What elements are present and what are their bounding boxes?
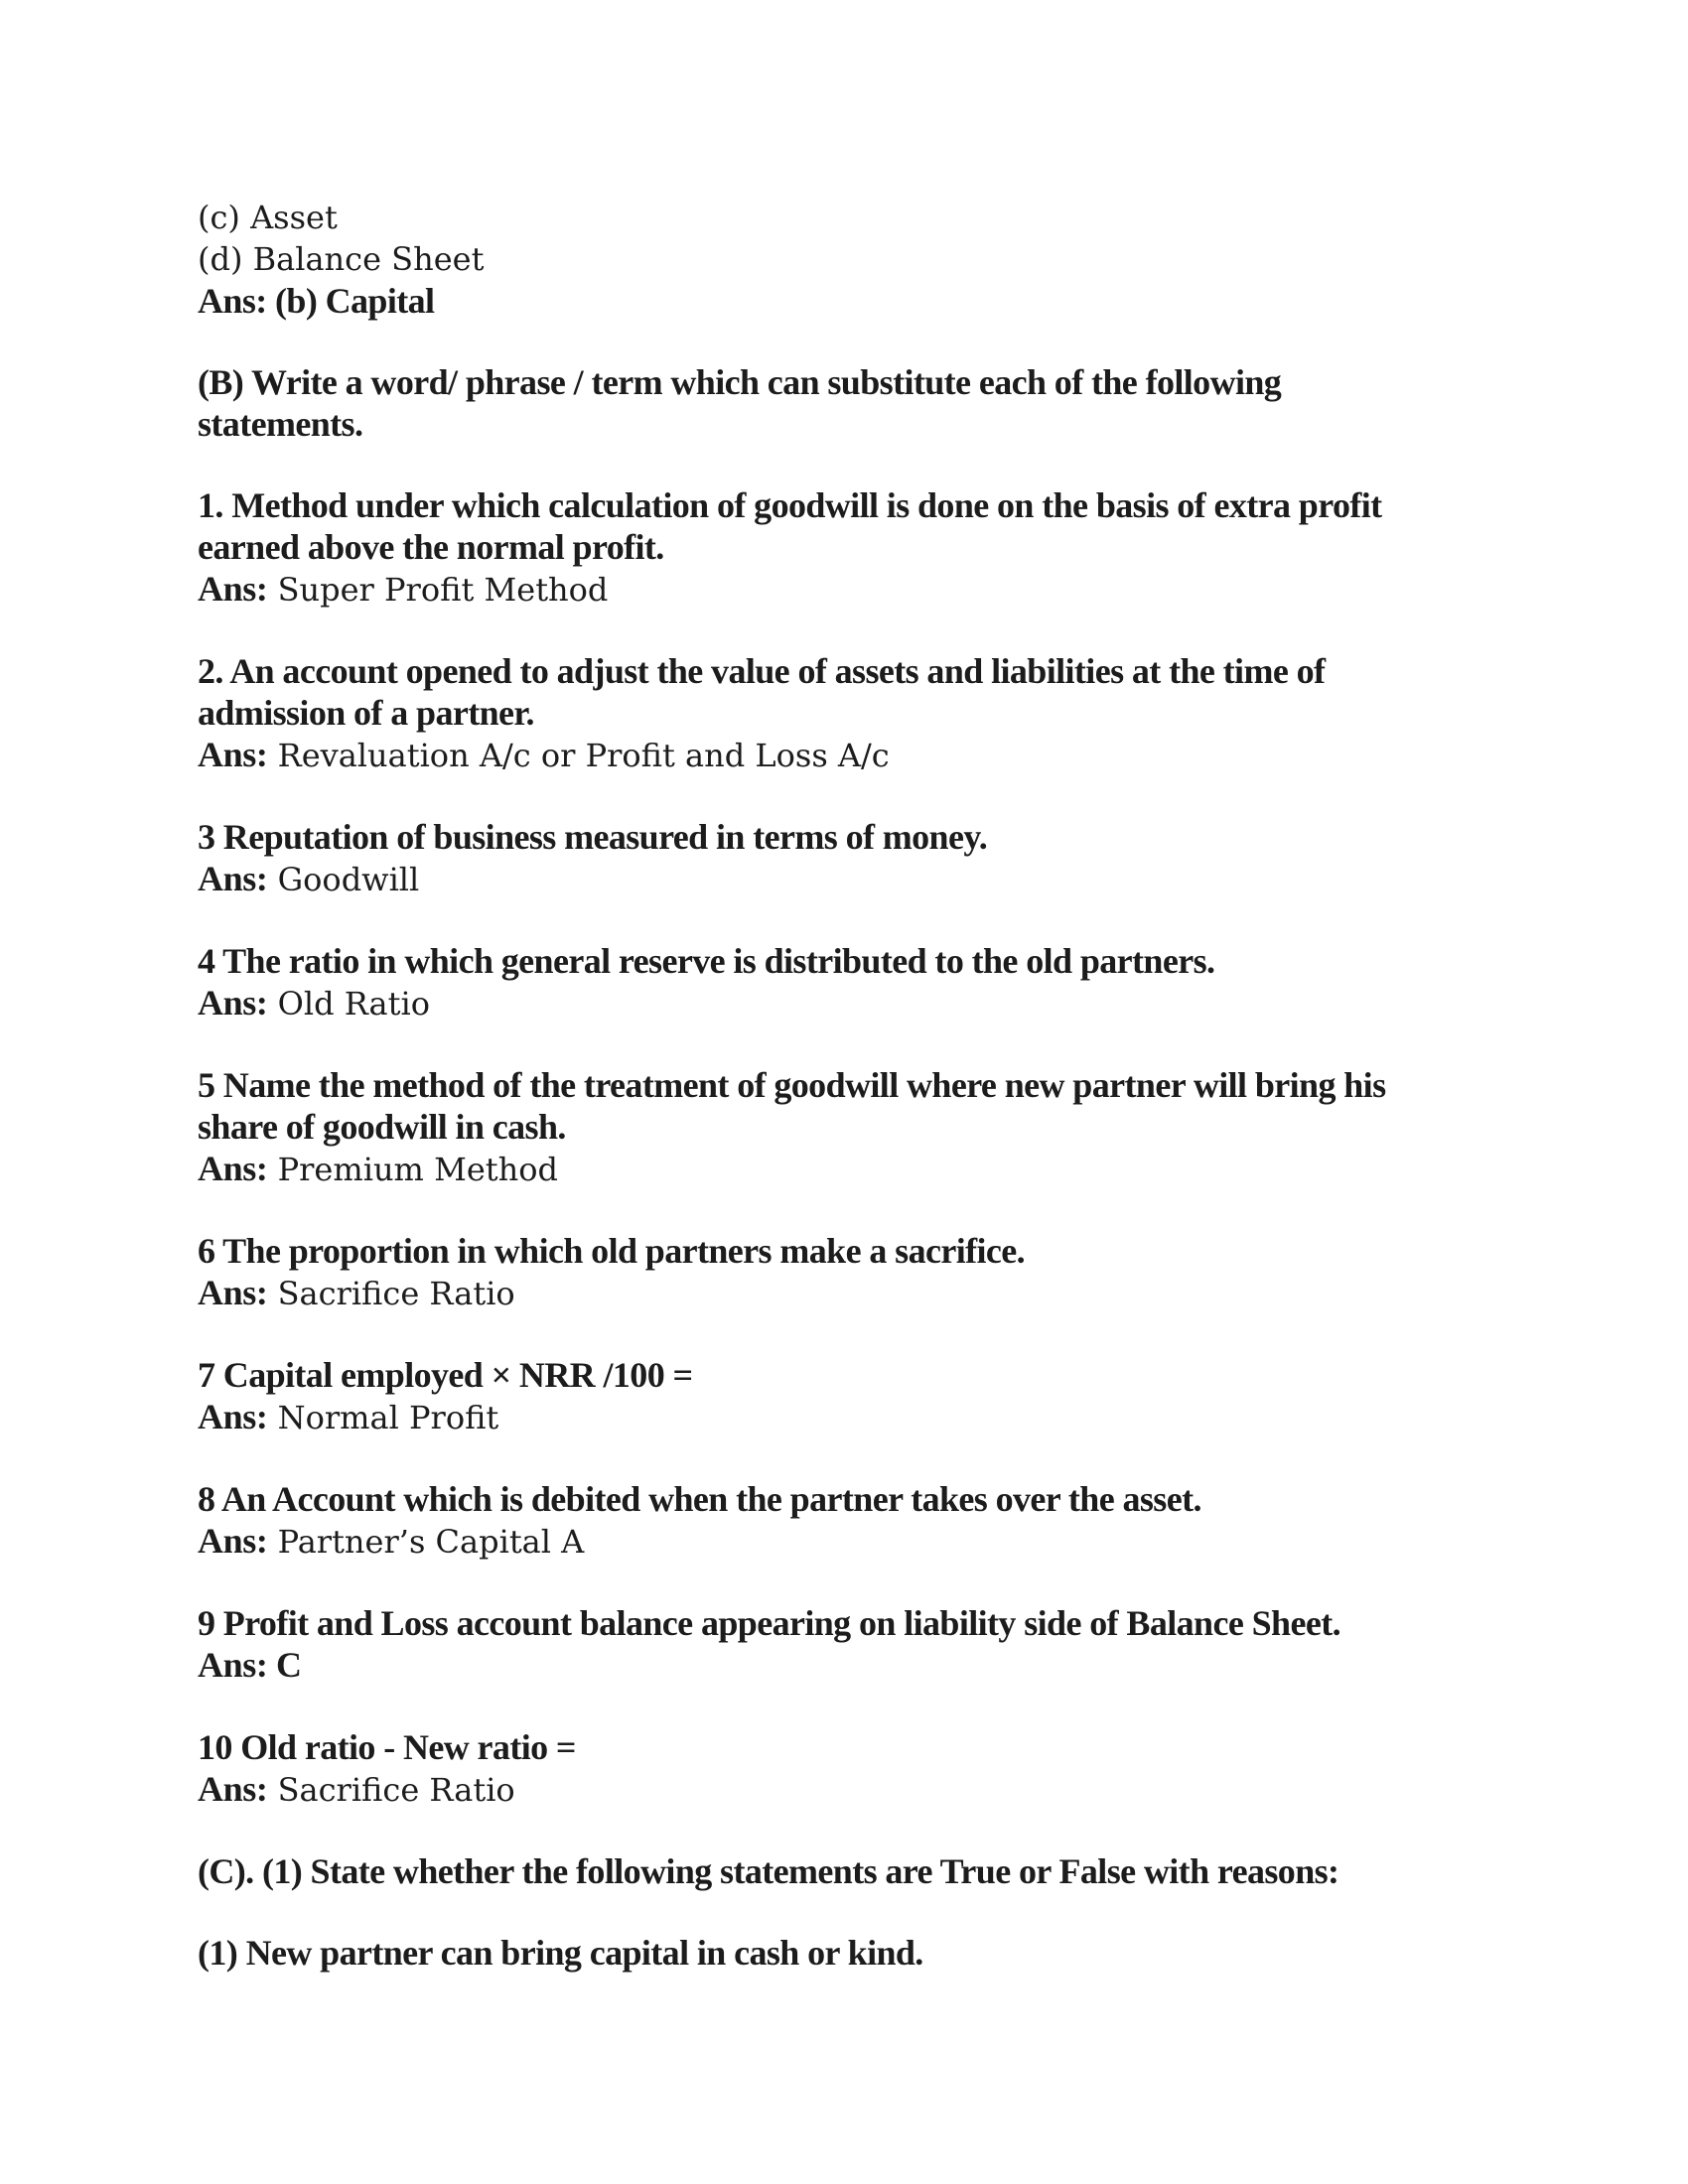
option-c: (c) Asset (198, 199, 338, 236)
answer-value: Normal Profit (277, 1399, 499, 1436)
question-item-10 (198, 1726, 1488, 1811)
section-c-heading: (C). (1) State whether the following statements are True or False with reasons: (198, 1851, 1339, 1891)
question-text: 7 Capital employed × NRR /100 = (198, 1355, 693, 1395)
answer-label: Ans: (198, 1521, 268, 1561)
answer-value: Premium Method (277, 1151, 558, 1188)
question-item-5 (198, 1064, 1488, 1190)
answer-value: Revaluation A/c or Profit and Loss A/c (277, 737, 890, 774)
answer-line (198, 1396, 1488, 1438)
answer-line (198, 982, 1488, 1024)
section-c-first-item: (1) New partner can bring capital in cash or kind. (198, 1933, 923, 1973)
answer-line (198, 734, 1488, 776)
question-item-4 (198, 940, 1488, 1024)
answer-line (198, 1148, 1488, 1190)
question-item-6 (198, 1230, 1488, 1314)
question-text: 8 An Account which is debited when the partner takes over the asset. (198, 1479, 1201, 1519)
answer-label: Ans: C (198, 1645, 302, 1685)
answer-line (198, 1520, 1488, 1563)
question-text: 10 Old ratio - New ratio = (198, 1727, 576, 1767)
answer-label: Ans: (198, 1769, 268, 1809)
answer-label: Ans: (198, 1397, 268, 1436)
question-text-cont: admission of a partner. (198, 693, 534, 733)
question-item-9 (198, 1602, 1488, 1687)
question-item-7 (198, 1354, 1488, 1438)
question-text-cont: share of goodwill in cash. (198, 1107, 566, 1147)
document-page (198, 197, 1488, 1974)
question-item-8 (198, 1478, 1488, 1563)
answer-line (198, 568, 1488, 611)
answer-mcq: Ans: (b) Capital (198, 281, 435, 321)
answer-label: Ans: (198, 735, 268, 774)
question-text: 2. An account opened to adjust the value of assets and liabilities at the time of (198, 651, 1326, 691)
question-item-1 (198, 484, 1488, 611)
section-b-heading-line2: statements. (198, 404, 363, 444)
answer-label: Ans: (198, 1273, 268, 1312)
answer-label: Ans: (198, 569, 268, 609)
answer-line (198, 1768, 1488, 1811)
question-text: 3 Reputation of business measured in terms of money. (198, 817, 988, 857)
question-text: 4 The ratio in which general reserve is distributed to the old partners. (198, 941, 1215, 981)
question-text-cont: earned above the normal profit. (198, 527, 664, 567)
answer-label: Ans: (198, 1149, 268, 1188)
answer-label: Ans: (198, 983, 268, 1023)
question-item-2 (198, 650, 1488, 776)
question-text: 9 Profit and Loss account balance appearing on liability side of Balance Sheet. (198, 1603, 1341, 1643)
section-b-heading-line1: (B) Write a word/ phrase / term which can substitute each of the following (198, 362, 1282, 402)
option-d: (d) Balance Sheet (198, 240, 485, 278)
answer-value: Old Ratio (277, 985, 430, 1023)
answer-value: Sacrifice Ratio (277, 1771, 515, 1809)
answer-value: Super Profit Method (277, 571, 609, 609)
answer-line (198, 1644, 1488, 1687)
question-text: 5 Name the method of the treatment of goodwill where new partner will bring his (198, 1065, 1386, 1105)
answer-value: Partner’s Capital A (277, 1523, 585, 1561)
answer-label: Ans: (198, 859, 268, 898)
question-text: 6 The proportion in which old partners make a sacrifice. (198, 1231, 1026, 1271)
answer-line (198, 858, 1488, 900)
answer-line (198, 1272, 1488, 1314)
answer-value: Goodwill (277, 861, 420, 898)
question-text: 1. Method under which calculation of goodwill is done on the basis of extra profit (198, 485, 1382, 525)
question-item-3 (198, 816, 1488, 900)
answer-value: Sacrifice Ratio (277, 1275, 515, 1312)
